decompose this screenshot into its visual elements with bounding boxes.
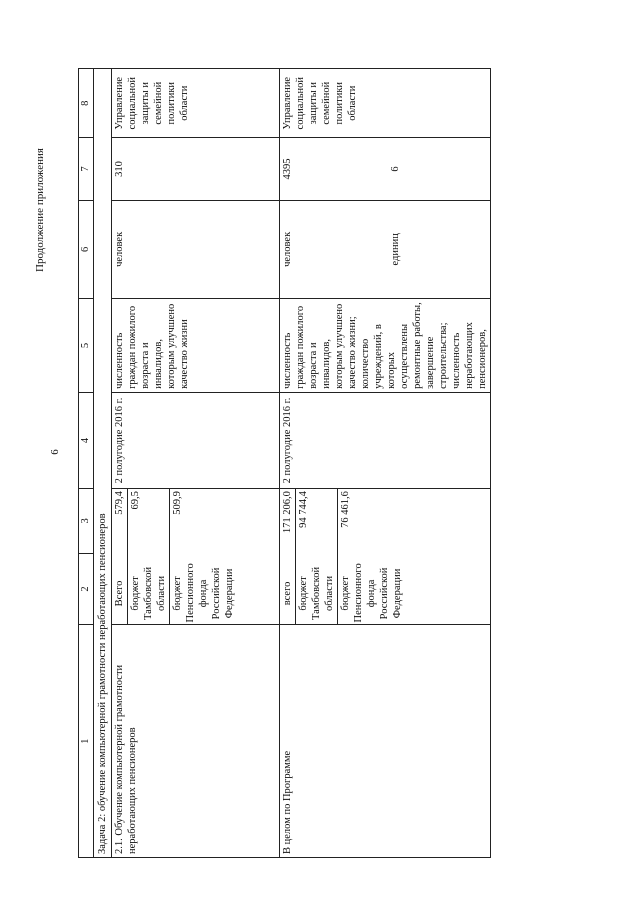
indicator-value: 4395 — [282, 158, 293, 180]
col-header-1: 1 — [79, 625, 94, 858]
task-title: Задача 2: обучение компьютерной грамотности неработающих пенсионеров — [94, 69, 112, 858]
source-label: бюджет Тамбовской области — [128, 562, 170, 624]
source-label: всего — [280, 562, 296, 624]
col-header-6: 6 — [79, 200, 94, 299]
funding-sources — [112, 489, 280, 625]
unit: единиц — [390, 233, 401, 266]
indicator: численность граждан пожилого возраста и инвалидов, которым улучшено качество жизни — [112, 299, 280, 393]
source-label: бюджет Тамбовской области — [296, 562, 338, 624]
indicator-value: 6 — [390, 166, 401, 172]
executor: Управление социальной защиты и семейной политики области — [112, 69, 280, 138]
source-label: бюджет Пенсионного фонда Российской Федерации — [172, 563, 235, 623]
executor: Управление социальной защиты и семейной политики области — [280, 69, 491, 138]
period: 2 полугодие 2016 г. — [112, 392, 280, 488]
col-header-3: 3 — [79, 489, 94, 554]
unit: человек — [112, 200, 280, 299]
period: 2 полугодие 2016 г. — [280, 392, 491, 488]
col-header-5: 5 — [79, 299, 94, 393]
col-header-8: 8 — [79, 69, 94, 138]
unit-cell — [280, 200, 491, 299]
task-row — [94, 69, 112, 858]
measure-name: В целом по Программе — [280, 625, 491, 858]
source-value: 76 461,6 — [340, 491, 351, 528]
funding-sources — [280, 489, 491, 625]
unit: человек — [282, 231, 293, 267]
measure-name: 2.1. Обучение компьютерной грамотности неработающих пенсионеров — [112, 625, 280, 858]
column-number-row — [79, 69, 94, 858]
indicator-value: 310 — [112, 138, 280, 200]
rotated-table-container — [78, 68, 583, 858]
source-value: 171 206,0 — [280, 489, 296, 562]
source-label: Всего — [112, 562, 128, 624]
table-row — [112, 69, 280, 858]
col-header-2: 2 — [79, 553, 94, 625]
source-value: 94 744,4 — [296, 489, 338, 562]
source-value: 509,9 — [172, 491, 183, 515]
indicator: количество учреждений, в которых осуществлены ремонтные работы, завершение строительства; численность неработающих пенсионеров, — [360, 302, 488, 389]
value-cell — [280, 138, 491, 200]
table-row — [280, 69, 491, 858]
col-header-7: 7 — [79, 138, 94, 200]
source-value: 579,4 — [112, 489, 128, 562]
program-table — [78, 68, 491, 858]
indicator-cell — [280, 299, 491, 393]
source-label: бюджет Пенсионного фонда Российской Федерации — [340, 563, 403, 623]
page-number: 6 — [49, 449, 61, 455]
col-header-4: 4 — [79, 392, 94, 488]
continuation-label: Продолжение приложения — [34, 148, 46, 272]
source-value: 69,5 — [128, 489, 170, 562]
indicator: численность граждан пожилого возраста и инвалидов, которым улучшено качество жизни; — [282, 303, 358, 389]
